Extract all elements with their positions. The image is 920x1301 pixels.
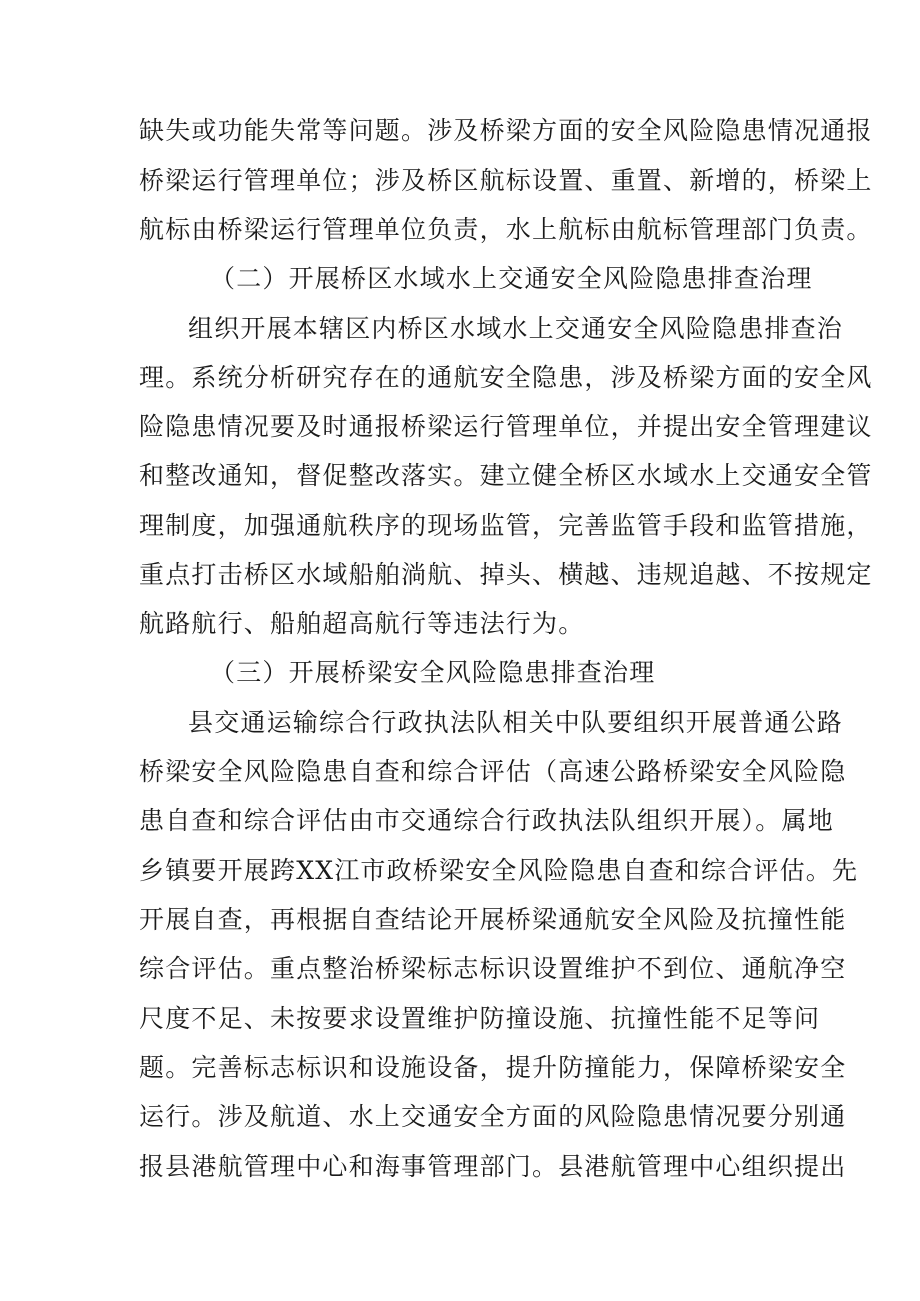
text-line: 综合评估。重点整治桥梁标志标识设置维护不到位、通航净空 [139, 954, 847, 983]
text-line: 题。完善标志标识和设施设备，提升防撞能力，保障桥梁安全 [139, 1053, 847, 1082]
section-heading-3: （三）开展桥梁安全风险隐患排查治理 [210, 658, 656, 687]
text-line: 缺失或功能失常等问题。涉及桥梁方面的安全风险隐患情况通报 [139, 116, 873, 145]
text-line: 桥梁运行管理单位；涉及桥区航标设置、重置、新增的，桥梁上 [139, 166, 873, 195]
text-line: 重点打击桥区水域船舶淌航、掉头、横越、违规追越、不按规定 [139, 560, 873, 589]
section-heading-2: （二）开展桥区水域水上交通安全风险隐患排查治理 [210, 264, 813, 293]
text-line: 运行。涉及航道、水上交通安全方面的风险隐患情况要分别通 [139, 1102, 847, 1131]
text-line: 开展自查，再根据自查结论开展桥梁通航安全风险及抗撞性能 [139, 905, 847, 934]
text-line: 和整改通知，督促整改落实。建立健全桥区水域水上交通安全管 [139, 461, 873, 490]
text-line: 理。系统分析研究存在的通航安全隐患，涉及桥梁方面的安全风 [139, 363, 873, 392]
text-line: 航路航行、船舶超高航行等违法行为。 [139, 609, 585, 638]
paragraph-start: 组织开展本辖区内桥区水域水上交通安全风险隐患排查治 [188, 314, 844, 343]
paragraph-start: 县交通运输综合行政执法队相关中队要组织开展普通公路 [188, 708, 844, 737]
text-line: 险隐患情况要及时通报桥梁运行管理单位，并提出安全管理建议 [139, 412, 873, 441]
text-line: 尺度不足、未按要求设置维护防撞设施、抗撞性能不足等问 [139, 1004, 821, 1033]
text-line: 航标由桥梁运行管理单位负责，水上航标由航标管理部门负责。 [139, 215, 873, 244]
text-line: 理制度，加强通航秩序的现场监管，完善监管手段和监管措施， [139, 511, 873, 540]
text-line: 桥梁安全风险隐患自查和综合评估（高速公路桥梁安全风险隐 [139, 757, 847, 786]
text-line: 乡镇要开展跨XX江市政桥梁安全风险隐患自查和综合评估。先 [139, 856, 859, 885]
text-line: 报县港航管理中心和海事管理部门。县港航管理中心组织提出 [139, 1152, 847, 1181]
text-line: 患自查和综合评估由市交通综合行政执法队组织开展）。属地 [139, 806, 834, 835]
